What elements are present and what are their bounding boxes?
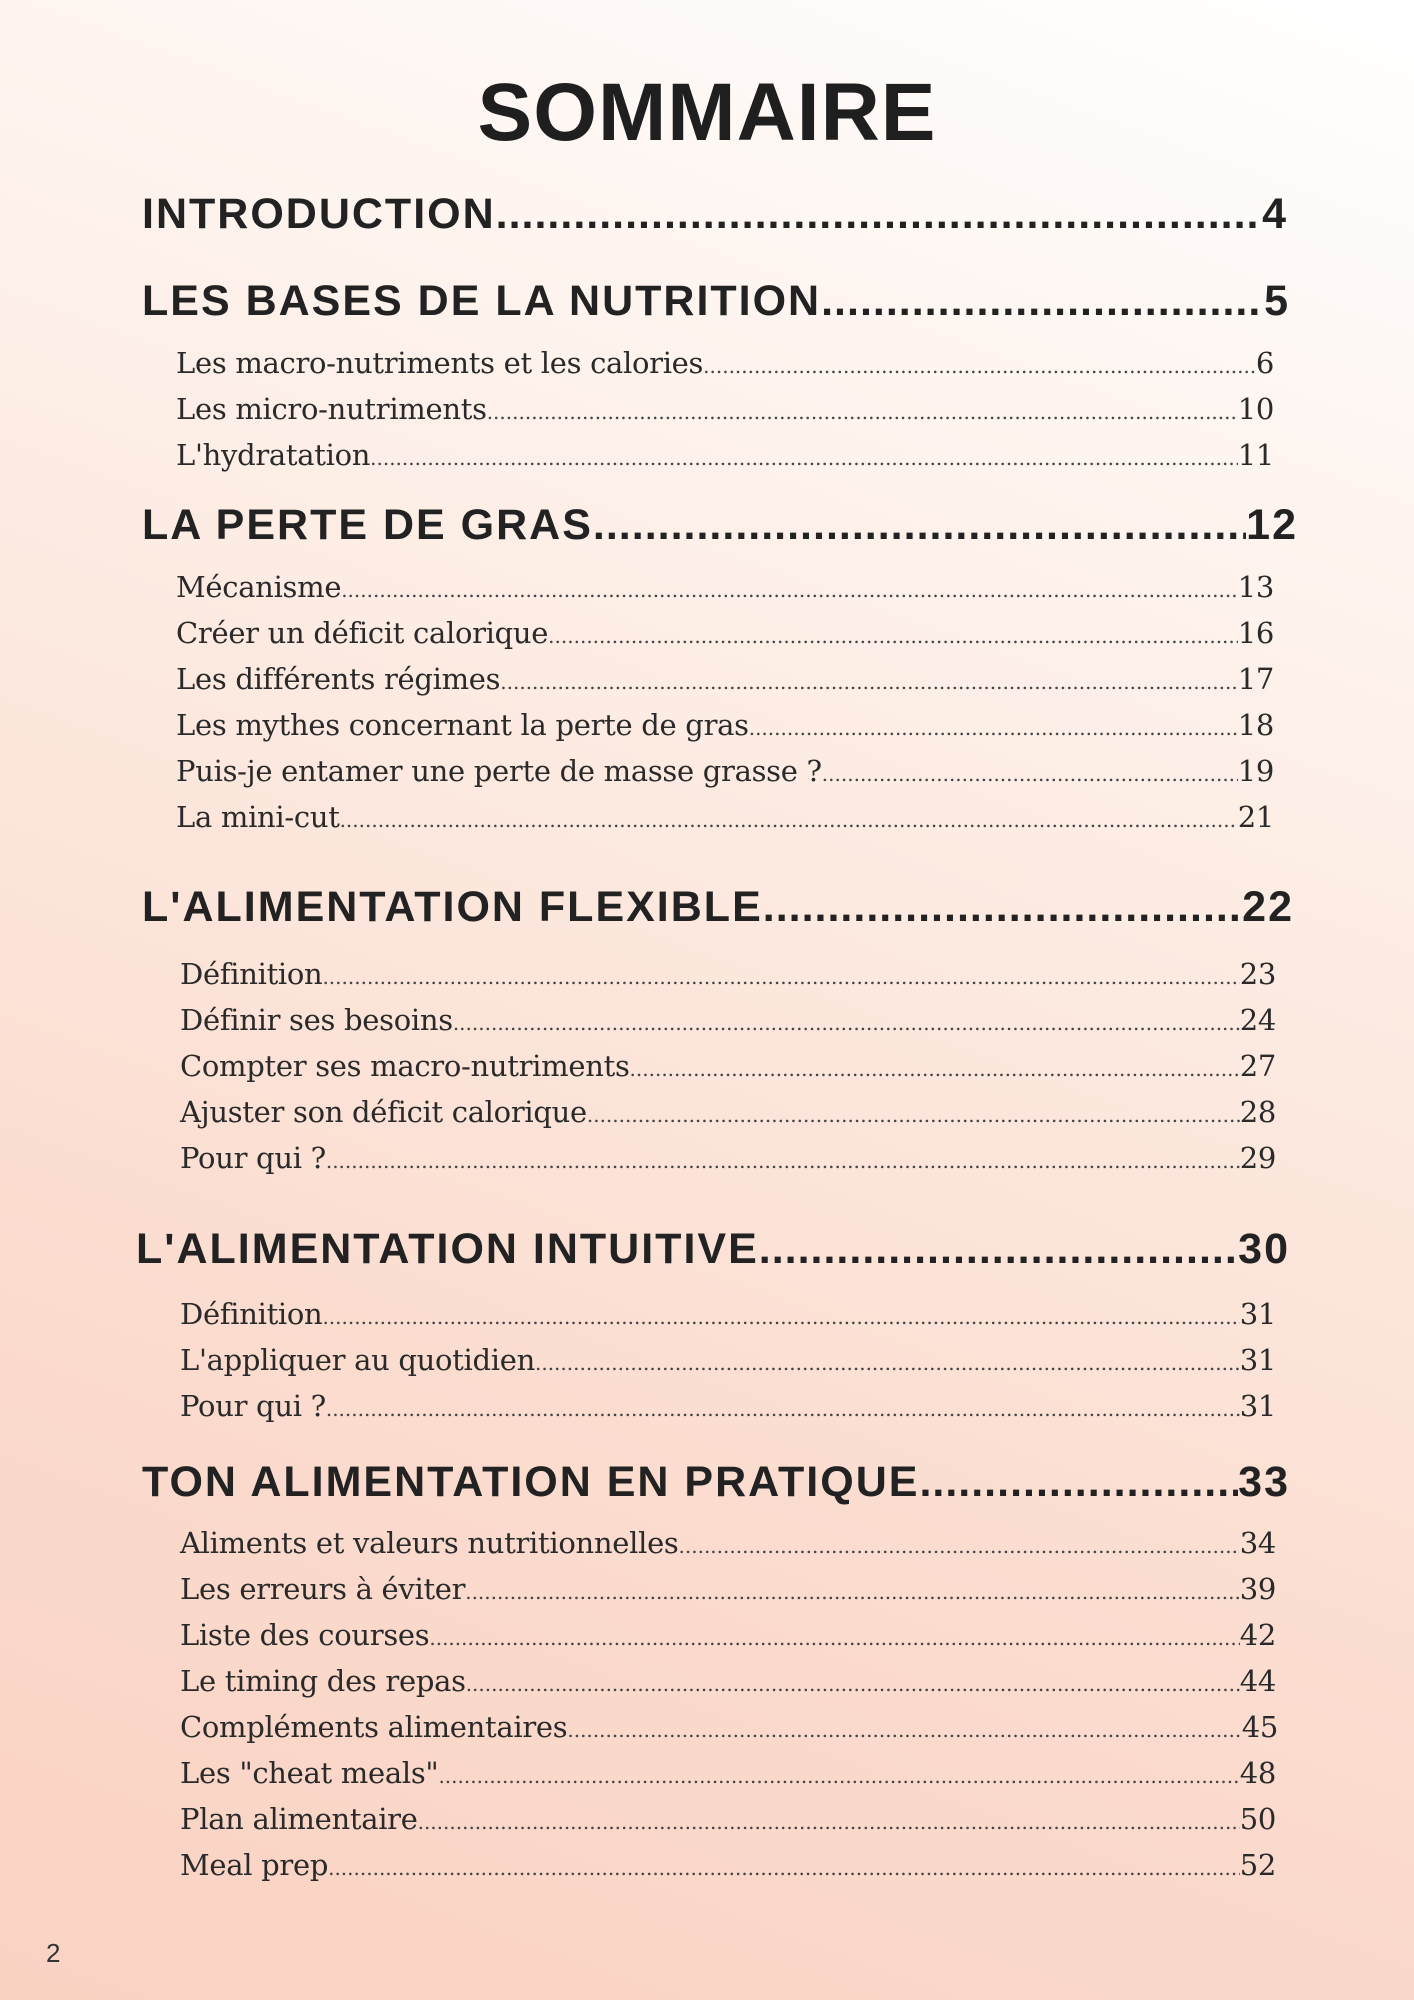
- toc-item[interactable]: [180, 957, 1276, 997]
- item-label: Ajuster son déficit calorique: [180, 1095, 587, 1129]
- dot-leader: [322, 1305, 1239, 1329]
- toc-item[interactable]: [176, 800, 1274, 840]
- dot-leader: [322, 965, 1239, 989]
- toc-section-alimentation-en-pratique[interactable]: [142, 1458, 1290, 1514]
- item-page: 31: [1239, 1389, 1276, 1423]
- item-label: Mécanisme: [176, 570, 342, 604]
- item-label: Les macro-nutriments et les calories: [176, 346, 704, 380]
- toc-item[interactable]: [180, 1802, 1276, 1842]
- section-title: TON ALIMENTATION EN PRATIQUE: [142, 1458, 920, 1506]
- section-page: 5: [1264, 277, 1290, 325]
- toc-item[interactable]: [180, 1389, 1276, 1429]
- item-label: Les micro-nutriments: [176, 392, 487, 426]
- dot-leader: [548, 624, 1238, 648]
- item-label: La mini-cut: [176, 800, 340, 834]
- dot-leader: [567, 1718, 1241, 1742]
- dot-leader: [370, 446, 1238, 470]
- section-title: LES BASES DE LA NUTRITION: [142, 277, 822, 325]
- item-page: 16: [1237, 616, 1274, 650]
- dot-leader: [821, 277, 1264, 326]
- item-label: L'appliquer au quotidien: [180, 1343, 535, 1377]
- item-page: 18: [1237, 708, 1274, 742]
- dot-leader: [487, 400, 1238, 424]
- item-label: Les erreurs à éviter: [180, 1572, 466, 1606]
- item-page: 27: [1239, 1049, 1276, 1083]
- item-label: Pour qui ?: [180, 1141, 326, 1175]
- dot-leader: [326, 1149, 1240, 1173]
- section-title: L'ALIMENTATION FLEXIBLE: [142, 883, 763, 931]
- page-title: SOMMAIRE: [477, 67, 937, 158]
- item-page: 34: [1239, 1526, 1276, 1560]
- item-label: Pour qui ?: [180, 1389, 326, 1423]
- item-label: Définition: [180, 1297, 323, 1331]
- dot-leader: [593, 501, 1246, 550]
- dot-leader: [466, 1672, 1240, 1696]
- toc-section-perte-de-gras[interactable]: [142, 501, 1298, 557]
- item-page: 19: [1237, 754, 1274, 788]
- section-page: 33: [1238, 1458, 1290, 1506]
- dot-leader: [749, 716, 1238, 740]
- toc-item[interactable]: [176, 570, 1274, 610]
- item-page: 52: [1239, 1848, 1276, 1882]
- item-page: 39: [1239, 1572, 1276, 1606]
- item-page: 42: [1239, 1618, 1276, 1652]
- toc-item[interactable]: [176, 754, 1274, 794]
- page-number: 2: [46, 1938, 61, 1968]
- toc-item[interactable]: [180, 1297, 1276, 1337]
- item-page: 21: [1237, 800, 1274, 834]
- toc-item[interactable]: [176, 616, 1274, 656]
- dot-leader: [679, 1534, 1240, 1558]
- item-page: 31: [1239, 1343, 1276, 1377]
- section-page: 4: [1262, 190, 1288, 238]
- toc-item[interactable]: [180, 1095, 1276, 1135]
- toc-item[interactable]: [180, 1756, 1276, 1796]
- dot-leader: [465, 1580, 1239, 1604]
- item-page: 10: [1237, 392, 1274, 426]
- item-page: 48: [1239, 1756, 1276, 1790]
- item-label: Meal prep: [180, 1848, 329, 1882]
- dot-leader: [587, 1103, 1240, 1127]
- dot-leader: [763, 883, 1242, 932]
- toc-section-bases-nutrition[interactable]: [142, 277, 1290, 333]
- toc-item[interactable]: [180, 1141, 1276, 1181]
- toc-item[interactable]: [180, 1003, 1276, 1043]
- item-page: 31: [1239, 1297, 1276, 1331]
- dot-leader: [703, 354, 1256, 378]
- item-label: Les "cheat meals": [180, 1756, 439, 1790]
- toc-item[interactable]: [180, 1526, 1276, 1566]
- dot-leader: [341, 578, 1238, 602]
- item-page: 28: [1239, 1095, 1276, 1129]
- item-label: Les mythes concernant la perte de gras: [176, 708, 749, 742]
- dot-leader: [630, 1057, 1240, 1081]
- toc-item[interactable]: [180, 1848, 1276, 1888]
- section-page: 30: [1238, 1225, 1290, 1273]
- item-label: Le timing des repas: [180, 1664, 466, 1698]
- item-label: Définir ses besoins: [180, 1003, 453, 1037]
- dot-leader: [453, 1011, 1240, 1035]
- item-page: 44: [1239, 1664, 1276, 1698]
- toc-item[interactable]: [180, 1618, 1276, 1658]
- section-title: LA PERTE DE GRAS: [142, 501, 593, 549]
- item-label: Compléments alimentaires: [180, 1710, 568, 1744]
- toc-item[interactable]: [176, 346, 1274, 386]
- toc-section-alimentation-intuitive[interactable]: [136, 1225, 1290, 1281]
- toc-item[interactable]: [180, 1664, 1276, 1704]
- item-label: Puis-je entamer une perte de masse grasse ?: [176, 754, 822, 788]
- item-page: 6: [1255, 346, 1274, 380]
- item-page: 45: [1241, 1710, 1278, 1744]
- item-label: Compter ses macro-nutriments: [180, 1049, 630, 1083]
- section-page: 12: [1246, 501, 1298, 549]
- item-page: 17: [1237, 662, 1274, 696]
- dot-leader: [535, 1351, 1240, 1375]
- item-page: 23: [1239, 957, 1276, 991]
- dot-leader: [418, 1810, 1240, 1834]
- item-label: Liste des courses: [180, 1618, 430, 1652]
- section-page: 22: [1242, 883, 1294, 931]
- toc-item[interactable]: [176, 708, 1274, 748]
- dot-leader: [340, 808, 1238, 832]
- item-label: Aliments et valeurs nutritionnelles: [180, 1526, 679, 1560]
- dot-leader: [326, 1397, 1240, 1421]
- item-page: 29: [1239, 1141, 1276, 1175]
- section-title: L'ALIMENTATION INTUITIVE: [136, 1225, 759, 1273]
- toc-item[interactable]: [180, 1710, 1278, 1750]
- section-title: INTRODUCTION: [142, 190, 496, 238]
- dot-leader: [500, 670, 1237, 694]
- toc-section-alimentation-flexible[interactable]: [142, 883, 1294, 939]
- toc-item[interactable]: [180, 1343, 1276, 1383]
- dot-leader: [759, 1225, 1238, 1274]
- item-label: Les différents régimes: [176, 662, 501, 696]
- toc-item[interactable]: [180, 1572, 1276, 1612]
- toc-section-introduction[interactable]: [142, 190, 1288, 246]
- item-label: Plan alimentaire: [180, 1802, 418, 1836]
- dot-leader: [328, 1856, 1240, 1880]
- item-label: Créer un déficit calorique: [176, 616, 549, 650]
- item-page: 11: [1237, 438, 1274, 472]
- item-label: Définition: [180, 957, 323, 991]
- item-page: 13: [1237, 570, 1274, 604]
- dot-leader: [919, 1458, 1238, 1507]
- toc-item[interactable]: [176, 392, 1274, 432]
- toc-item[interactable]: [176, 662, 1274, 702]
- toc-item[interactable]: [176, 438, 1274, 478]
- toc-item[interactable]: [180, 1049, 1276, 1089]
- dot-leader: [496, 190, 1262, 239]
- item-label: L'hydratation: [176, 438, 371, 472]
- dot-leader: [429, 1626, 1239, 1650]
- item-page: 50: [1239, 1802, 1276, 1836]
- item-page: 24: [1239, 1003, 1276, 1037]
- dot-leader: [822, 762, 1238, 786]
- dot-leader: [438, 1764, 1239, 1788]
